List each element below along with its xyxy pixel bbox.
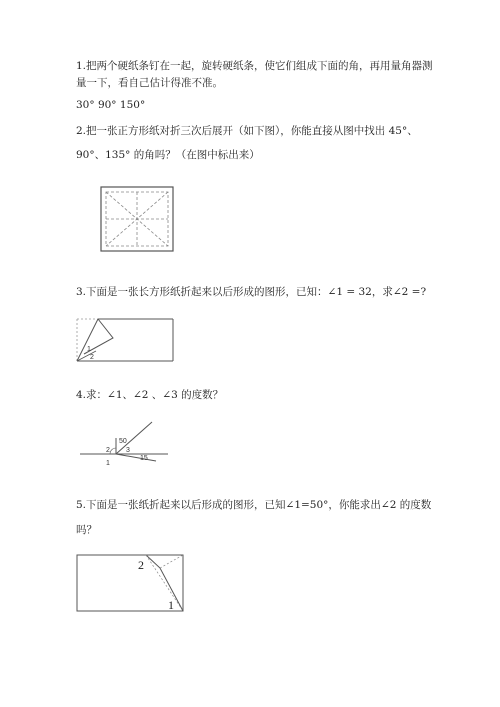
q3-angle1-label: 1 [87,346,91,353]
q4-text: 4.求：∠1、∠2 、∠3 的度数？ [76,389,224,401]
folded-square-figure [100,186,174,252]
q4-angles-figure [80,418,170,468]
q1-angles: 30° 90° 150° [76,99,146,111]
q5-angle1-label: 1 [168,598,174,612]
q3-rectangle-fold-figure [76,318,174,362]
q5-line2: 吗？ [76,524,97,536]
q4-label-2: 2 [106,447,110,454]
q1-line2: 量一下，看自己估计得准不准。 [76,77,223,89]
q4-label-50: 50 [119,438,127,445]
q3-text: 3.下面是一张长方形纸折起来以后形成的图形，已知：∠1 = 32，求∠2 =? [76,286,427,298]
q2-line1: 2.把一张正方形纸对折三次后展开（如下图），你能直接从图中找出 45°、 [76,125,418,137]
q4-label-3: 3 [126,447,130,454]
q4-label-1: 1 [106,460,110,467]
q5-line1: 5.下面是一张纸折起来以后形成的图形，已知∠1=50°，你能求出∠2 的度数 [76,499,432,511]
q5-fold-figure [76,554,184,612]
q5-angle2-label: 2 [138,558,144,572]
q2-line2: 90°、135° 的角吗？（在图中标出来） [76,149,260,161]
q4-label-15: 15 [140,455,148,462]
q3-angle2-label: 2 [90,354,94,361]
q1-line1: 1.把两个硬纸条钉在一起，旋转硬纸条，使它们组成下面的角，再用量角器测 [76,60,433,72]
